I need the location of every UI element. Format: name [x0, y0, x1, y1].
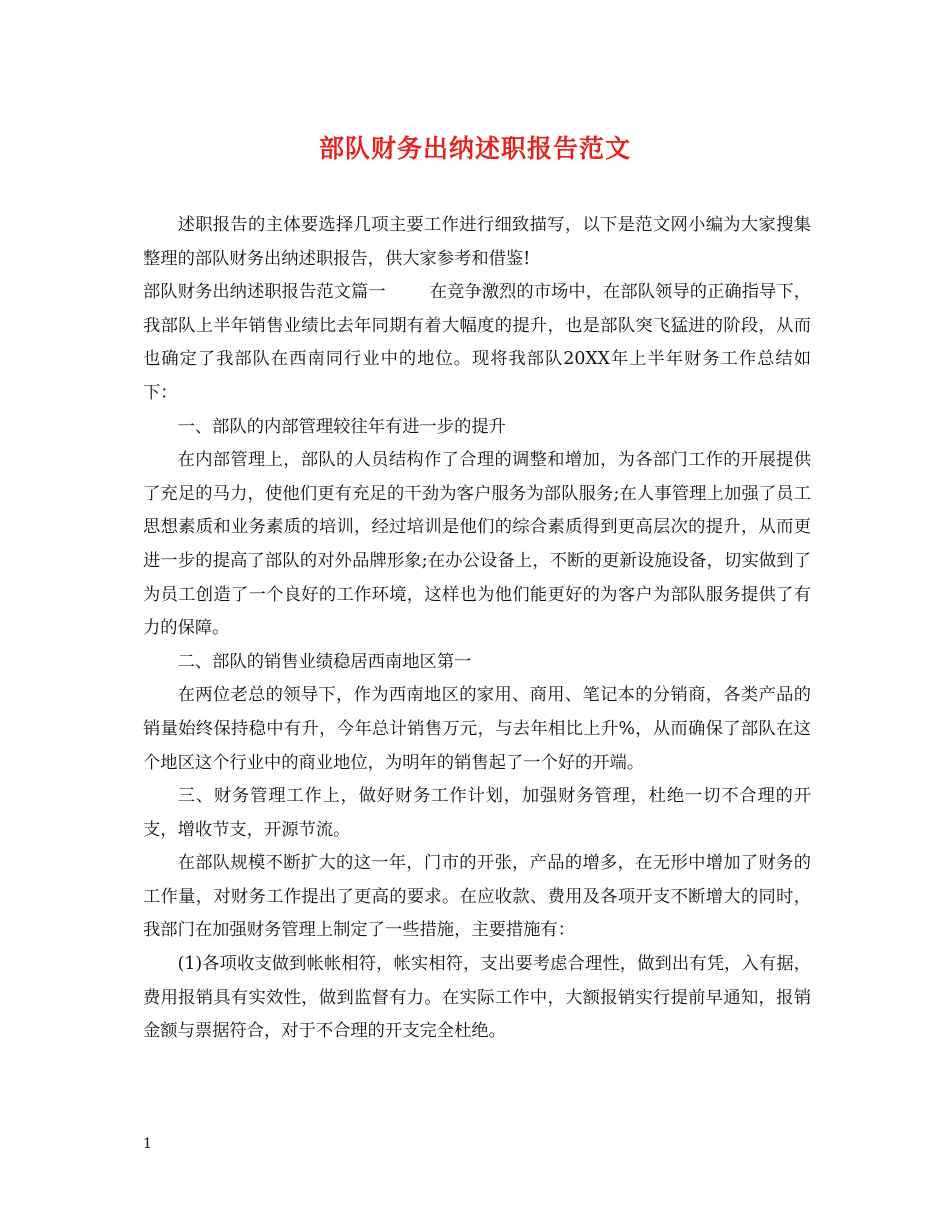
document-body [143, 209, 811, 1049]
page-number: 1 [143, 1136, 152, 1152]
heading-2: 二、部队的销售业绩稳居西南地区第一 [177, 651, 472, 672]
document-title: 部队财务出纳述职报告范文 [318, 134, 631, 163]
section-paragraph [143, 276, 811, 410]
heading-1: 一、部队的内部管理较往年有进一步的提升 [177, 416, 506, 437]
paragraph-3: 在内部管理上，部队的人员结构作了合理的调整和增加，为各部门工作的开展提供了充足的马力，使他们更有充足的干劲为客户服务为部队服务;在人事管理上加强了员工思想素质和业务素质的培训，经过培训是他们的综合素质得到更高层次的提升，从而更进一步的提高了部队的对外品牌形象;在办公设备上，不断的更新设施设备，切实做到了为员工创造了一个良好的工作环境，这样也为他们能更好的为客户为部队服务提供了有力的保障。 [143, 450, 811, 639]
intro-paragraph: 述职报告的主体要选择几项主要工作进行细致描写，以下是范文网小编为大家搜集整理的部队财务出纳述职报告，供大家参考和借鉴! [143, 215, 811, 269]
paragraph-7: 在部队规模不断扩大的这一年，门市的开张，产品的增多，在无形中增加了财务的工作量，对财务工作提出了更高的要求。在应收款、费用及各项开支不断增大的同时，我部门在加强财务管理上制定了一些措施，主要措施有： [143, 853, 811, 941]
section-label: 部队财务出纳述职报告范文篇一 [143, 282, 386, 303]
paragraph-8: (1)各项收支做到帐帐相符，帐实相符，支出要考虑合理性，做到出有凭，入有据，费用报销具有实效性，做到监督有力。在实际工作中，大额报销实行提前早通知，报销金额与票据符合，对于不合理的开支完全杜绝。 [143, 954, 811, 1042]
heading-3: 三、财务管理工作上，做好财务工作计划，加强财务管理，杜绝一切不合理的开支，增收节支，开源节流。 [143, 786, 811, 840]
paragraph-1: 在竞争激烈的市场中，在部队领导的正确指导下，我部队上半年销售业绩比去年同期有着大幅度的提升，也是部队突飞猛进的阶段，从而也确定了我部队在西南同行业中的地位。现将我部队20XX年上半年财务工作总结如下： [143, 282, 811, 403]
paragraph-5: 在两位老总的领导下，作为西南地区的家用、商用、笔记本的分销商，各类产品的销量始终保持稳中有升，今年总计销售万元，与去年相比上升%，从而确保了部队在这个地区这个行业中的商业地位，为明年的销售起了一个好的开端。 [143, 685, 811, 773]
